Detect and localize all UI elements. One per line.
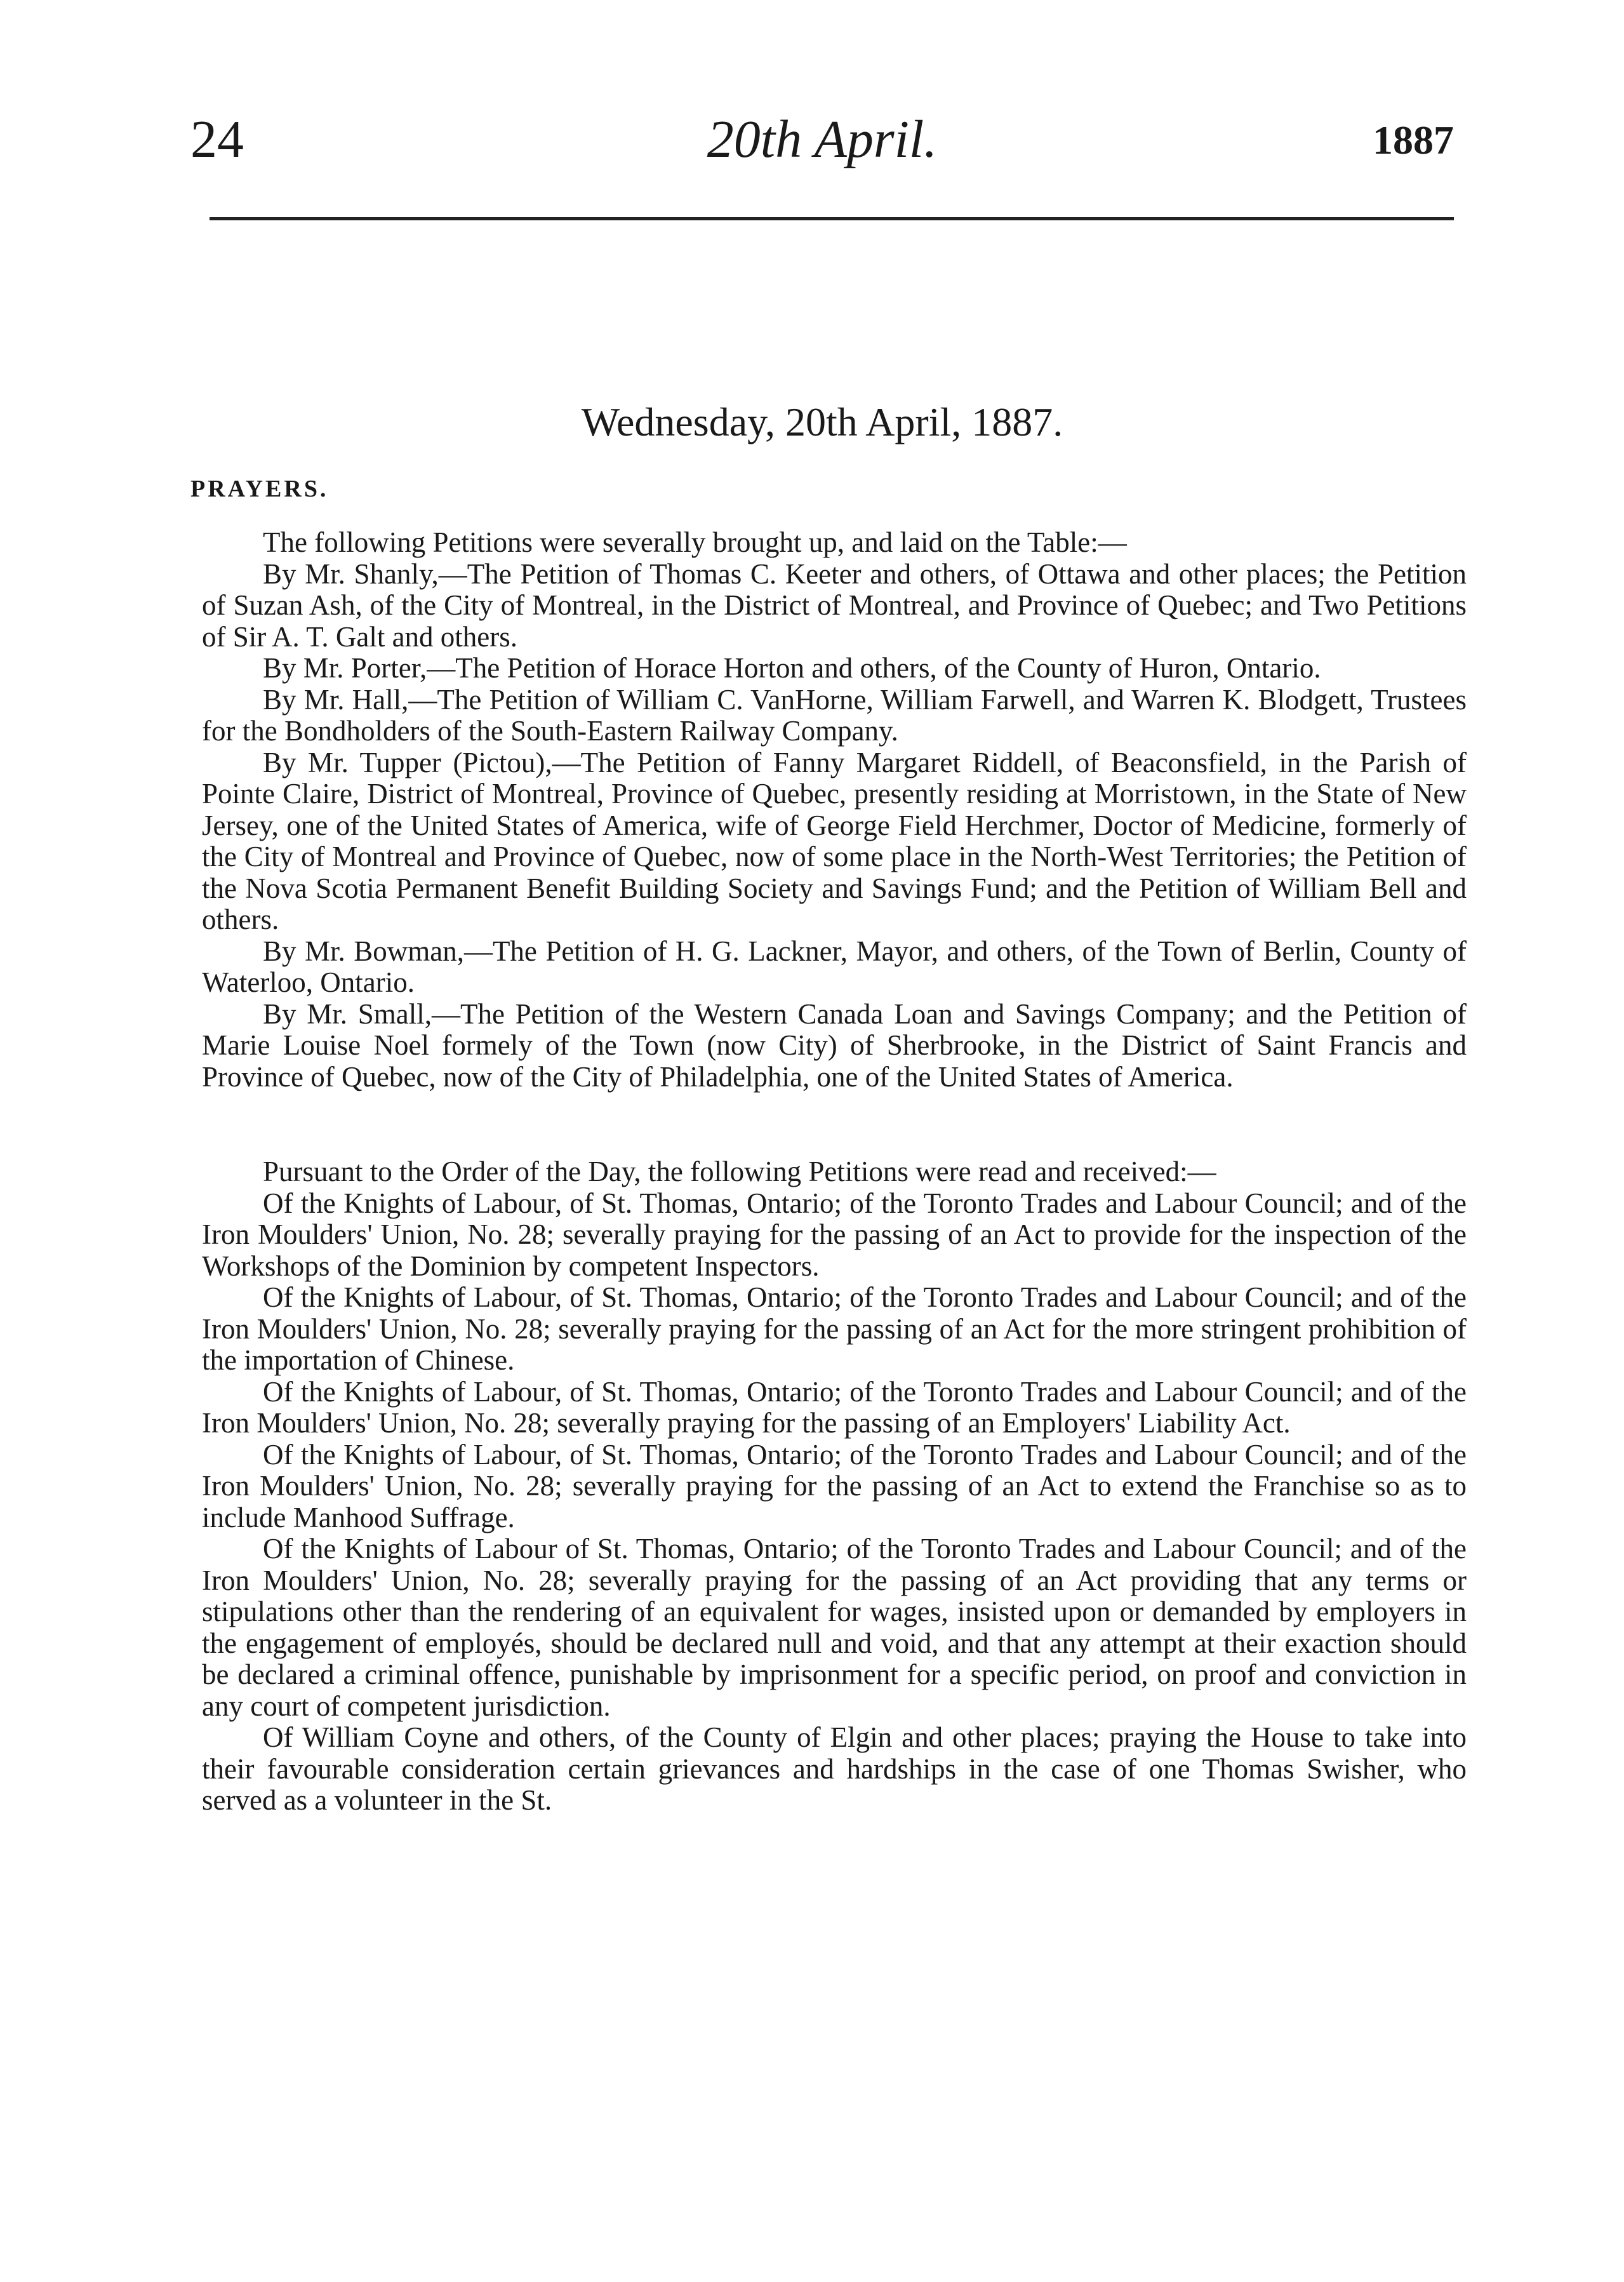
petitions-presented bbox=[202, 527, 1467, 1093]
header-rule bbox=[210, 217, 1454, 220]
petition-paragraph: Of the Knights of Labour, of St. Thomas, Ontario; of the Toronto Trades and Labour Council; and of the Iron Moulders' Union, No. 28; severally praying for the passing of an Act for the more stringent prohibition of the importation of Chinese. bbox=[202, 1281, 1467, 1376]
petition-paragraph: By Mr. Shanly,—The Petition of Thomas C. Keeter and others, of Ottawa and other places; the Petition of Suzan Ash, of the City of Montreal, in the District of Montreal, and Province of Quebec; and Two Petitions of Sir A. T. Galt and others. bbox=[202, 557, 1467, 653]
section-gap bbox=[202, 1093, 1467, 1156]
page-number: 24 bbox=[190, 110, 244, 169]
petition-paragraph: Of the Knights of Labour of St. Thomas, Ontario; of the Toronto Trades and Labour Council; and of the Iron Moulders' Union, No. 28; severally praying for the passing of an Act providing that any terms or stipulations other than the rendering of an equivalent for wages, insisted upon or demanded by employers in the engagement of employés, should be declared null and void, and that any attempt at their exaction should be declared a criminal offence, punishable by imprisonment for a specific period, on proof and conviction in any court of competent jurisdiction. bbox=[202, 1533, 1467, 1722]
journal-body bbox=[202, 527, 1467, 1817]
running-year: 1887 bbox=[1373, 117, 1454, 163]
petition-paragraph: Of the Knights of Labour, of St. Thomas, Ontario; of the Toronto Trades and Labour Council; and of the Iron Moulders' Union, No. 28; severally praying for the passing of an Act to extend the Franchise so as to include Manhood Suffrage. bbox=[202, 1438, 1467, 1533]
prayers-label: PRAYERS. bbox=[190, 476, 329, 502]
petition-paragraph: Of the Knights of Labour, of St. Thomas, Ontario; of the Toronto Trades and Labour Council; and of the Iron Moulders' Union, No. 28; severally praying for the passing of an Act to provide for the inspection of the Workshops of the Dominion by competent Inspectors. bbox=[202, 1187, 1467, 1282]
date-heading: Wednesday, 20th April, 1887. bbox=[581, 399, 1063, 444]
petition-paragraph: By Mr. Porter,—The Petition of Horace Horton and others, of the County of Huron, Ontario. bbox=[263, 652, 1321, 684]
petition-paragraph: By Mr. Tupper (Pictou),—The Petition of Fanny Margaret Riddell, of Beaconsfield, in the Parish of Pointe Claire, District of Montreal, Province of Quebec, presently residing at Morristown, in the State of New Jersey, one of the United States of America, wife of George Field Herchmer, Doctor of Medicine, formerly of the City of Montreal and Province of Quebec, now of some place in the North-West Territories; the Petition of the Nova Scotia Permanent Benefit Building Society and Savings Fund; and the Petition of William Bell and others. bbox=[202, 746, 1467, 935]
petition-paragraph: Of the Knights of Labour, of St. Thomas, Ontario; of the Toronto Trades and Labour Council; and of the Iron Moulders' Union, No. 28; severally praying for the passing of an Employers' Liability Act. bbox=[202, 1375, 1467, 1439]
running-head bbox=[190, 105, 1454, 175]
petitions-received-intro: Pursuant to the Order of the Day, the following Petitions were read and received:— bbox=[263, 1156, 1216, 1187]
petitions-received bbox=[202, 1156, 1467, 1817]
petition-paragraph: Of William Coyne and others, of the County of Elgin and other places; praying the House to take into their favourable consideration certain grievances and hardships in the case of one Thomas Swisher, who served as a volunteer in the St. bbox=[202, 1721, 1467, 1816]
petitions-presented-intro: The following Petitions were severally brought up, and laid on the Table:— bbox=[263, 526, 1127, 558]
petition-paragraph: By Mr. Hall,—The Petition of William C. VanHorne, William Farwell, and Warren K. Blodgett, Trustees for the Bondholders of the South-Eastern Railway Company. bbox=[202, 683, 1467, 747]
petition-paragraph: By Mr. Small,—The Petition of the Western Canada Loan and Savings Company; and the Petition of Marie Louise Noel formely of the Town (now City) of Sherbrooke, in the District of Saint Francis and Province of Quebec, now of the City of Philadelphia, one of the United States of America. bbox=[202, 998, 1467, 1093]
petition-paragraph: By Mr. Bowman,—The Petition of H. G. Lackner, Mayor, and others, of the Town of Berlin, County of Waterloo, Ontario. bbox=[202, 935, 1467, 998]
running-title: 20th April. bbox=[707, 110, 938, 169]
